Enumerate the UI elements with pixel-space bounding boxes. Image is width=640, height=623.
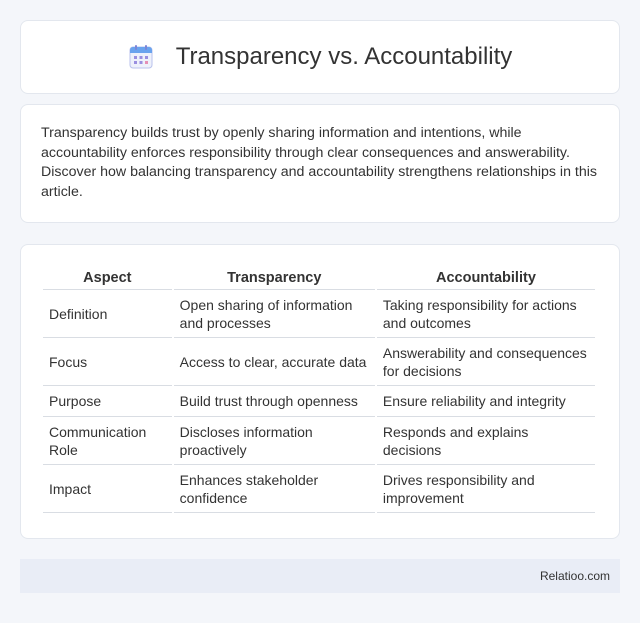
cell-aspect: Definition (43, 290, 172, 338)
table-row (43, 465, 595, 513)
table-header-row (43, 264, 595, 290)
cell-transparency: Open sharing of information and processes (174, 290, 375, 338)
header-transparency: Transparency (174, 264, 375, 290)
cell-aspect: Focus (43, 338, 172, 386)
footer-brand: Relatioo.com (539, 569, 610, 583)
table-row (43, 338, 595, 386)
cell-accountability: Responds and explains decisions (377, 417, 595, 465)
title-card (20, 20, 620, 94)
cell-accountability: Answerability and consequences for decisions (377, 338, 595, 386)
intro-paragraph: Transparency builds trust by openly sharing information and intentions, while accountability enforces responsibility through clear consequences and answerability. Discover how balancing transparency and accountability strengthens relationships in this article. (41, 125, 597, 200)
cell-accountability: Drives responsibility and improvement (377, 465, 595, 513)
cell-aspect: Impact (43, 465, 172, 513)
intro-card (20, 104, 620, 223)
comparison-table (41, 264, 597, 513)
title-row (128, 43, 513, 71)
cell-accountability: Ensure reliability and integrity (377, 386, 595, 417)
footer (20, 559, 620, 593)
header-aspect: Aspect (43, 264, 172, 290)
cell-aspect: Communication Role (43, 417, 172, 465)
comparison-card (20, 244, 620, 539)
cell-transparency: Discloses information proactively (174, 417, 375, 465)
cell-transparency: Enhances stakeholder confidence (174, 465, 375, 513)
table-row (43, 386, 595, 417)
cell-aspect: Purpose (43, 386, 172, 417)
table-row (43, 290, 595, 338)
table-row (43, 417, 595, 465)
cell-transparency: Access to clear, accurate data (174, 338, 375, 386)
header-accountability: Accountability (377, 264, 595, 290)
page-title: Transparency vs. Accountability (175, 43, 513, 70)
cell-transparency: Build trust through openness (174, 386, 375, 417)
calendar-icon (128, 44, 154, 70)
cell-accountability: Taking responsibility for actions and outcomes (377, 290, 595, 338)
